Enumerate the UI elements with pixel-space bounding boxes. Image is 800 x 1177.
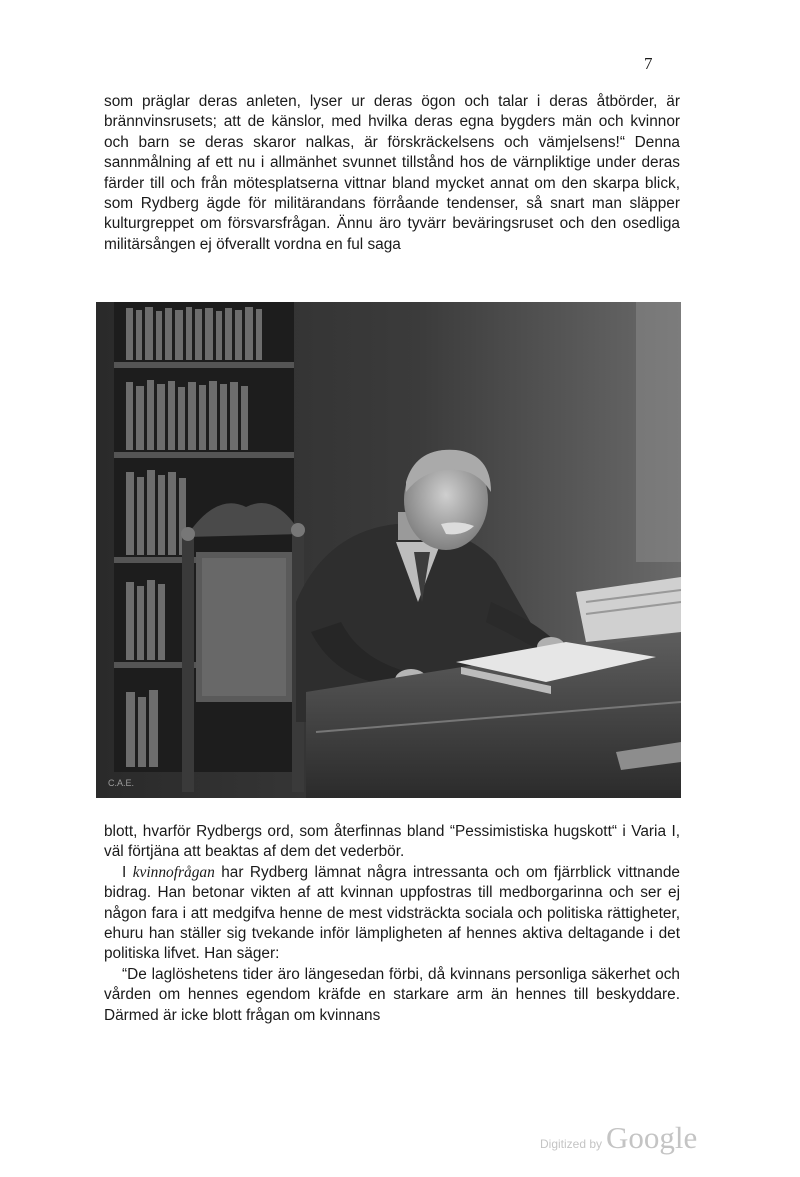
digitized-by-label: Digitized by — [540, 1137, 603, 1151]
p2-start: I — [122, 863, 133, 881]
top-text-block — [104, 92, 680, 255]
bottom-paragraph-2 — [104, 863, 680, 965]
top-paragraph: som präglar deras anleten, lyser ur deras ögon och talar i deras åtbörder, är brännvinsrusets; att de känslor, med hvilka deras egna bygders män och kvinnor och barn se deras skaror nalkas, är förskräckelsens och vämjelsens!“ Denna sannmålning af ett nu i allmänhet svunnet tillstånd hos de värnpliktige under deras färder till och från mötesplatserna vittnar bland mycket annat om den skarpa blick, som Rydberg ägde för militärandans förråande tendenser, så snart man släpper kulturgreppet om försvarsfrågan. Ännu äro tyvärr beväringsruset och den osedliga militärsången ej öfverallt vordna en ful saga — [104, 93, 680, 253]
digitized-watermark — [540, 1120, 697, 1156]
google-logo: Google — [606, 1120, 698, 1155]
portrait-photograph — [96, 302, 681, 798]
bottom-paragraph-1: blott, hvarför Rydbergs ord, som återfinnas bland “Pessimistiska hugskott“ i Varia I, väl förtjäna att beaktas af dem det vederbör. — [104, 823, 680, 861]
page-number: 7 — [644, 54, 653, 73]
kvinnofragan-term: kvinnofrågan — [132, 863, 215, 881]
p2-rest: har Rydberg lämnat några intressanta och om fjärrblick vittnande bidrag. Han betonar vikten af att kvinnan uppfostras till medborgarinna och ser ej någon fara i att medgifva henne de mest vidsträckta sociala och politiska rättigheter, ehuru han ställer sig tvekande inför lämpligheten af hennes aktiva deltagande i det politiska lifvet. Han säger: — [104, 863, 680, 963]
bottom-paragraph-3: “De laglöshetens tider äro längesedan förbi, då kvinnans personliga säkerhet och vården om hennes egendom kräfde en starkare arm än hennes till beskyddare. Därmed är icke blott frågan om kvinnans — [104, 965, 680, 1024]
photo-signature: C.A.E. — [108, 778, 135, 788]
bottom-text-block — [104, 822, 680, 1026]
